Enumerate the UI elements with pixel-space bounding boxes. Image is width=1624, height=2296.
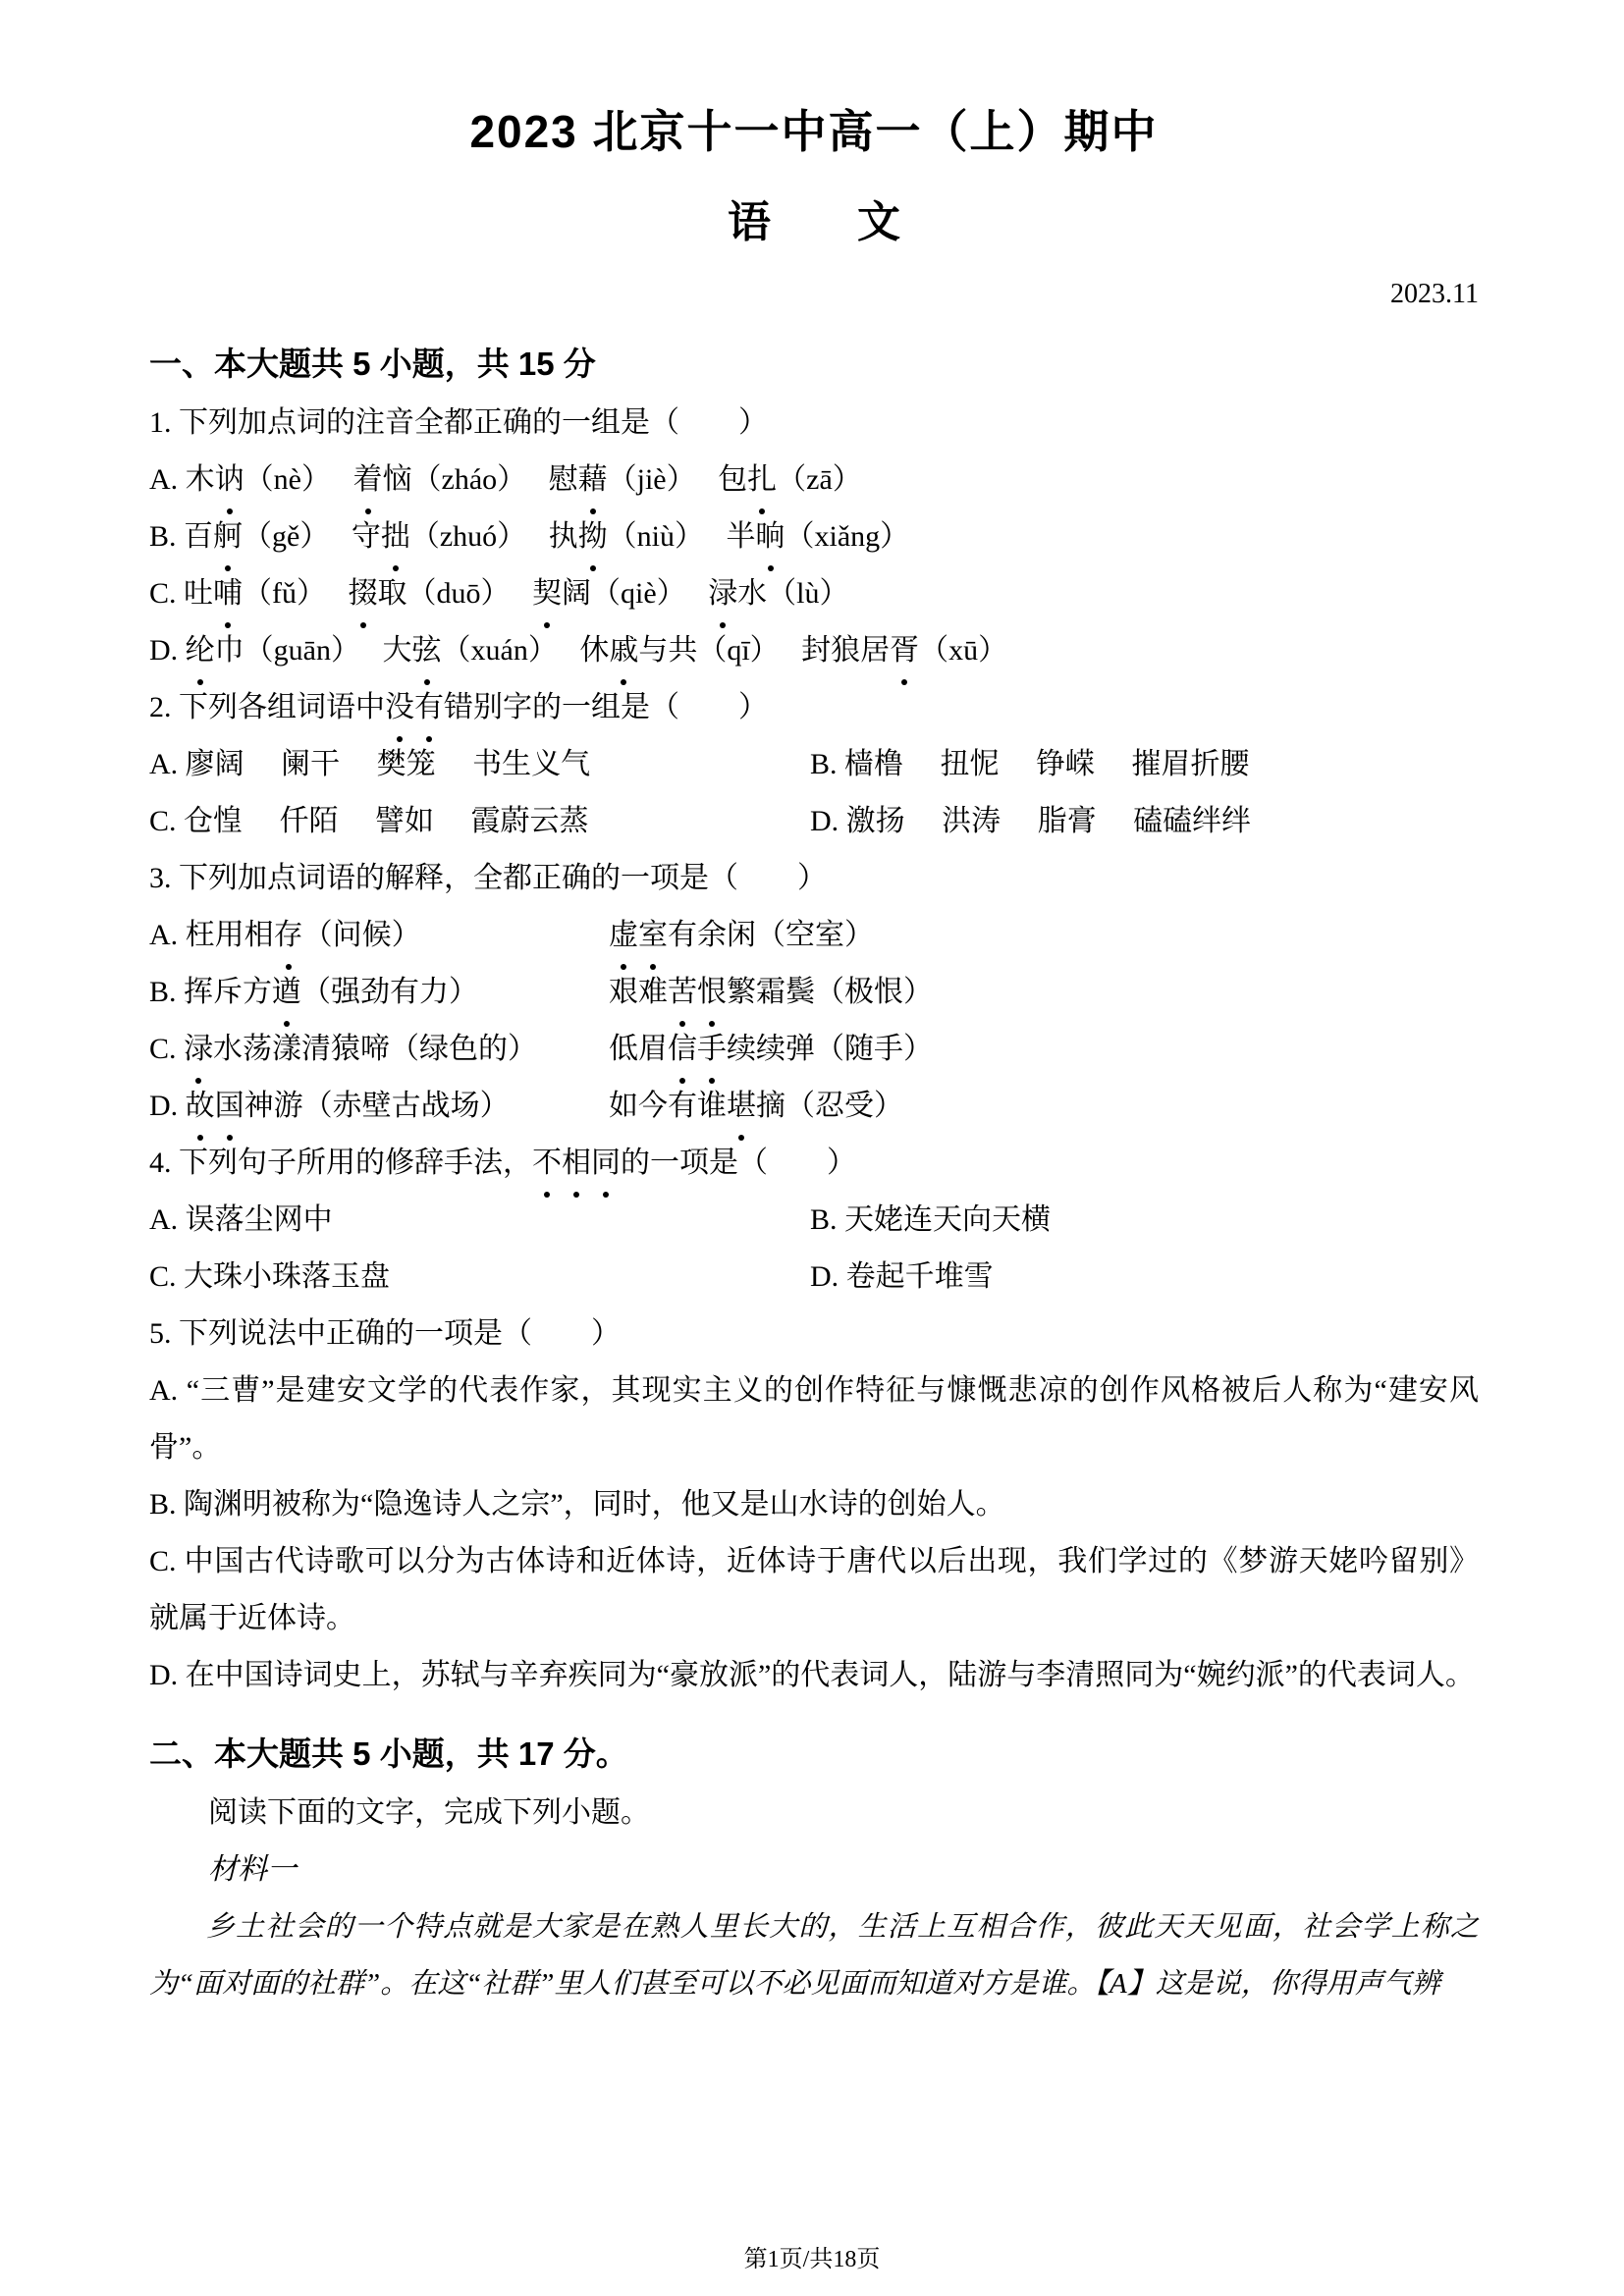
question-3-stem: 3. 下列加点词语的解释，全都正确的一项是（ ） — [149, 862, 827, 894]
question-1-option-a: A. 木讷（nè） 着恼（zháo） 慰藉（jiè） 包扎（zā） — [149, 452, 1479, 508]
question-4-options-row-2 — [149, 1249, 1479, 1306]
question-5-option-c: C. 中国古代诗歌可以分为古体诗和近体诗，近体诗于唐代以后出现，我们学过的《梦游天姥吟留别》就属于近体诗。 — [149, 1545, 1479, 1634]
question-1-option-d: D. 纶巾（guān） 大弦（xuán） 休戚与共（qī） 封狼居胥（xū） — [149, 622, 1479, 679]
question-3-options-row-1 — [149, 907, 1479, 964]
reading-instruction: 阅读下面的文字，完成下列小题。 — [208, 1796, 650, 1829]
question-3-option-b-right: 艰难苦恨繁霜鬓（极恨） — [609, 964, 1479, 1021]
question-2-options-row-2 — [149, 793, 1479, 850]
question-4-option-d: D. 卷起千堆雪 — [810, 1260, 994, 1293]
question-3-option-c-right: 低眉信手续续弹（随手） — [609, 1021, 1479, 1078]
page-number-footer: 第1页/共18页 — [743, 2247, 881, 2272]
question-3-options-row-2 — [149, 964, 1479, 1021]
material-1-label: 材料一 — [208, 1853, 297, 1886]
question-2-option-c: C. 仓惶 仟陌 譬如 霞蔚云蒸 — [149, 805, 589, 837]
question-3-option-d-right: 如今有谁堪摘（忍受） — [609, 1078, 1479, 1135]
question-5-stem: 5. 下列说法中正确的一项是（ ） — [149, 1317, 621, 1350]
question-2-stem: 2. 下列各组词语中没有错别字的一组是（ ） — [149, 679, 1479, 736]
question-3-option-c-left: C. 渌水荡漾清猿啼（绿色的） — [149, 1021, 609, 1078]
question-5-option-a: A. “三曹”是建安文学的代表作家，其现实主义的创作特征与慷慨悲凉的创作风格被后人称为“建安风骨”。 — [149, 1374, 1479, 1464]
section-2-heading: 二、本大题共 5 小题，共 17 分。 — [149, 1735, 628, 1772]
question-4-option-a: A. 误落尘网中 — [149, 1203, 333, 1236]
question-2-options-row-1 — [149, 736, 1479, 793]
question-3-option-a-right: 虚室有余闲（空室） — [609, 907, 1479, 964]
question-3-option-d-left: D. 故国神游（赤壁古战场） — [149, 1078, 609, 1135]
question-3-option-a-left: A. 枉用相存（问候） — [149, 907, 609, 964]
exam-date: 2023.11 — [1390, 279, 1479, 309]
question-5-option-d: D. 在中国诗词史上，苏轼与辛弃疾同为“豪放派”的代表词人，陆游与李清照同为“婉约派”的代表词人。 — [149, 1659, 1475, 1691]
question-1-stem: 1. 下列加点词的注音全都正确的一组是（ ） — [149, 406, 768, 439]
question-3-options-row-3 — [149, 1021, 1479, 1078]
question-2-option-a: A. 廖阔 阑干 樊笼 书生义气 — [149, 748, 591, 780]
question-3-options-row-4 — [149, 1078, 1479, 1135]
subject-title: 语 文 — [728, 198, 900, 246]
page-title: 2023 北京十一中高一（上）期中 — [469, 106, 1159, 157]
question-1-option-c: C. 吐哺（fǔ） 掇取（duō） 契阔（qiè） 渌水（lù） — [149, 565, 1479, 622]
material-1-passage: 乡土社会的一个特点就是大家是在熟人里长大的，生活上互相合作，彼此天天见面，社会学上称之为“面对面的社群”。在这“社群”里人们甚至可以不必见面而知道对方是谁。【A】这是说，你得用声气辨 — [149, 1911, 1479, 2000]
question-3-option-b-left: B. 挥斥方遒（强劲有力） — [149, 964, 609, 1021]
question-4-stem: 4. 下列句子所用的修辞手法，不相同的一项是（ ） — [149, 1135, 1479, 1192]
question-4-options-row-1 — [149, 1192, 1479, 1249]
question-2-option-b: B. 樯橹 扭怩 铮嵘 摧眉折腰 — [810, 748, 1250, 780]
question-4-option-c: C. 大珠小珠落玉盘 — [149, 1260, 391, 1293]
question-4-option-b: B. 天姥连天向天横 — [810, 1203, 1052, 1236]
question-2-option-d: D. 激扬 洪涛 脂膏 磕磕绊绊 — [810, 805, 1252, 837]
question-1-option-b: B. 百舸（gě） 守拙（zhuó） 执拗（niù） 半晌（xiǎng） — [149, 508, 1479, 565]
section-1-heading: 一、本大题共 5 小题，共 15 分 — [149, 346, 596, 382]
question-5-option-b: B. 陶渊明被称为“隐逸诗人之宗”，同时，他又是山水诗的创始人。 — [149, 1488, 1005, 1521]
